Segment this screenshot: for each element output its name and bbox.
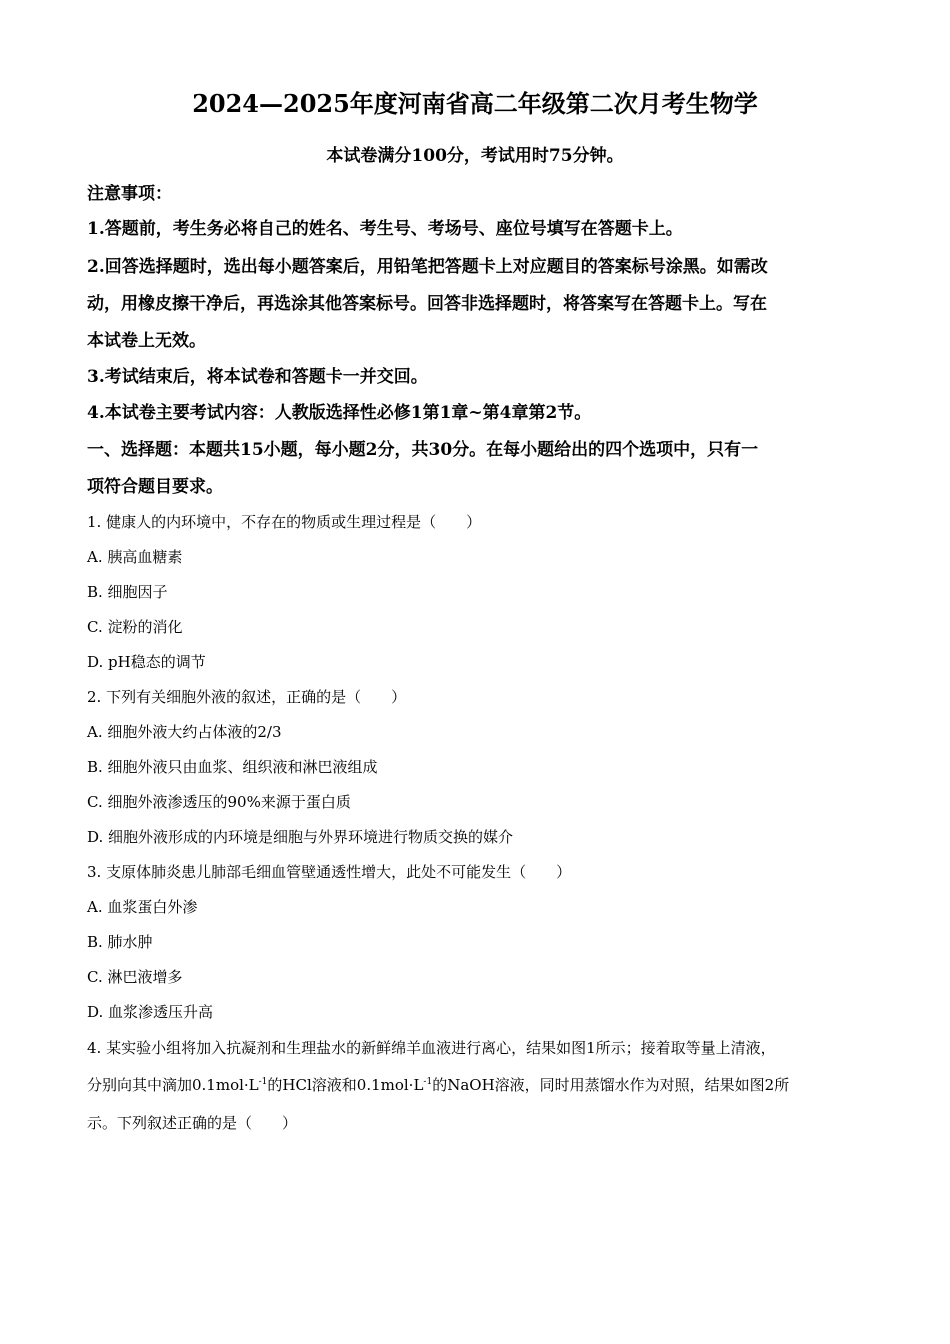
question-4-text-part-1: 分别向其中滴加0.1mol·L: [87, 1076, 259, 1094]
section-heading-line-2: 项符合题目要求。: [87, 477, 223, 497]
question-1-option-a: A. 胰高血糖素: [87, 548, 183, 566]
question-2-option-a: A. 细胞外液大约占体液的2/3: [87, 723, 282, 741]
note-item-2-line-1: 2.回答选择题时，选出每小题答案后，用铅笔把答题卡上对应题目的答案标号涂黑。如需改: [87, 257, 768, 277]
unit-exponent: -1: [423, 1077, 433, 1087]
question-3-option-b: B. 肺水肿: [87, 933, 153, 951]
question-1-option-c: C. 淀粉的消化: [87, 618, 183, 636]
note-item-2-line-2: 动，用橡皮擦干净后，再选涂其他答案标号。回答非选择题时，将答案写在答题卡上。写在: [87, 294, 767, 314]
section-heading-line-1: 一、选择题：本题共15小题，每小题2分，共30分。在每小题给出的四个选项中，只有一: [87, 440, 759, 460]
note-item-4: 4.本试卷主要考试内容：人教版选择性必修1第1章~第4章第2节。: [87, 403, 592, 423]
note-item-2-line-3: 本试卷上无效。: [87, 331, 206, 351]
question-2-stem: 2. 下列有关细胞外液的叙述，正确的是（ ）: [87, 688, 407, 706]
question-4-stem-line-1: 4. 某实验小组将加入抗凝剂和生理盐水的新鲜绵羊血液进行离心，结果如图1所示；接着取等量上清液，: [87, 1039, 776, 1057]
note-item-1: 1.答题前，考生务必将自己的姓名、考生号、考场号、座位号填写在答题卡上。: [87, 219, 683, 239]
question-1-stem: 1. 健康人的内环境中，不存在的物质或生理过程是（ ）: [87, 513, 482, 531]
notes-heading: 注意事项：: [87, 184, 172, 204]
question-4-text-part-2: 的HCl溶液和0.1mol·L: [267, 1076, 424, 1094]
exam-info: 本试卷满分100分，考试用时75分钟。: [326, 146, 624, 166]
question-4-stem-line-3: 示。下列叙述正确的是（ ）: [87, 1114, 298, 1132]
unit-exponent: -1: [258, 1077, 268, 1087]
page-title: 2024—2025年度河南省高二年级第二次月考生物学: [192, 89, 758, 118]
question-2-option-c: C. 细胞外液渗透压的90%来源于蛋白质: [87, 793, 351, 811]
question-1-option-d: D. pH稳态的调节: [87, 653, 206, 671]
question-3-stem: 3. 支原体肺炎患儿肺部毛细血管壁通透性增大，此处不可能发生（ ）: [87, 863, 572, 881]
question-1-option-b: B. 细胞因子: [87, 583, 168, 601]
question-3-option-c: C. 淋巴液增多: [87, 968, 183, 986]
question-4-text-part-3: 的NaOH溶液，同时用蒸馏水作为对照，结果如图2所: [432, 1076, 790, 1094]
question-3-option-a: A. 血浆蛋白外渗: [87, 898, 198, 916]
question-2-option-d: D. 细胞外液形成的内环境是细胞与外界环境进行物质交换的媒介: [87, 828, 514, 846]
question-2-option-b: B. 细胞外液只由血浆、组织液和淋巴液组成: [87, 758, 378, 776]
question-4-stem-line-2: [87, 1072, 867, 1098]
question-3-option-d: D. 血浆渗透压升高: [87, 1003, 214, 1021]
note-item-3: 3.考试结束后，将本试卷和答题卡一并交回。: [87, 367, 428, 387]
